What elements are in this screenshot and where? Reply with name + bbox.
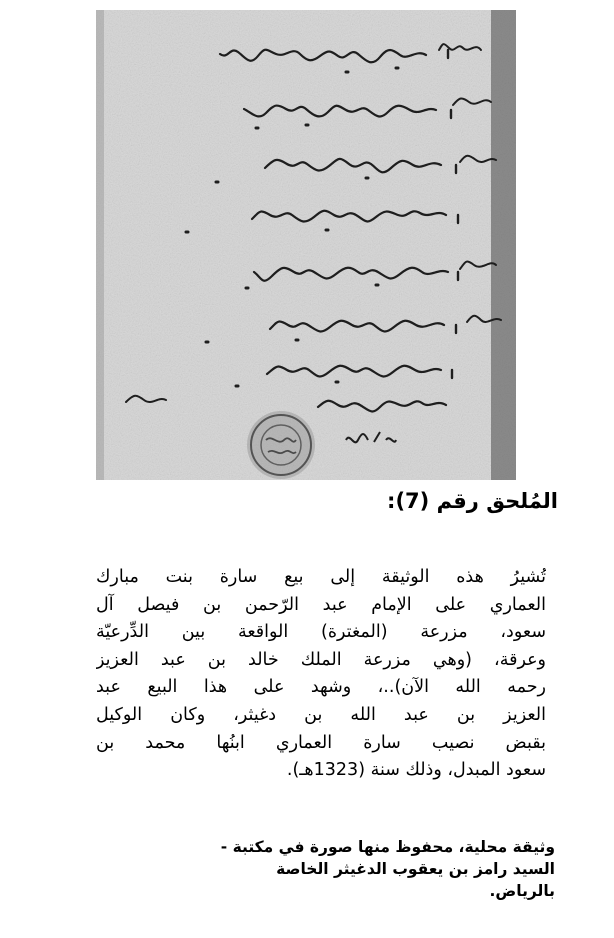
- footnote-line: السيد رامز بن يعقوب الدغيثر الخاصة: [276, 860, 555, 878]
- paragraph-line: العزيز بن عبد الله بن دغيثر، وكان الوكيل: [96, 704, 546, 725]
- manuscript-scan: [96, 10, 516, 480]
- paragraph-line: رحمه الله الآن)..، وشهد على هذا البيع عبد: [96, 677, 546, 698]
- seal-stamp: [247, 411, 315, 479]
- appendix-caption: المُلحق رقم (7):: [387, 489, 558, 513]
- paragraph-line: تُشيرُ هذه الوثيقة إلى بيع سارة بنت مبارك: [96, 567, 546, 587]
- source-footnote: [150, 836, 555, 902]
- manuscript-image: [96, 10, 516, 480]
- footnote-line: وثيقة محلية، محفوظ منها صورة في مكتبة -: [220, 838, 555, 856]
- description-paragraph: [96, 564, 546, 785]
- paragraph-line: سعود المبدل، وذلك سنة (1323هـ).: [286, 760, 546, 781]
- paragraph-line: وعرقة، (وهي مزرعة الملك خالد بن عبد العزيز: [96, 649, 546, 670]
- footnote-line: بالرياض.: [489, 882, 555, 900]
- paragraph-line: بقبض نصيب سارة العماري ابنُها محمد بن: [96, 732, 546, 753]
- paragraph-line: العماري على الإمام عبد الرّحمن بن فيصل آل: [96, 594, 546, 615]
- paragraph-line: سعود، مزرعة (المغترة) الواقعة بين الدِّرعيّة: [96, 622, 546, 643]
